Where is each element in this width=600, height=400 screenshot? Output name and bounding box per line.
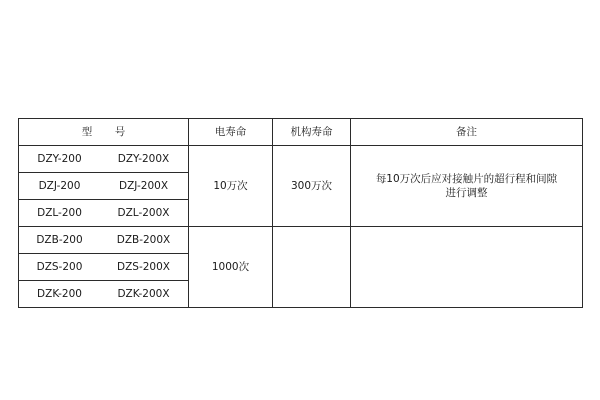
cell-mechanical-life-group-2 [273, 227, 351, 308]
header-cell-remarks [351, 119, 583, 146]
table-header-row [19, 119, 583, 146]
spec-table [18, 118, 583, 308]
cell-model [19, 200, 189, 227]
cell-electrical-life-group-1 [189, 146, 273, 227]
spec-table-container [18, 118, 582, 308]
model-code-variant: DZY-200X [117, 152, 170, 165]
table-row [19, 227, 583, 254]
cell-electrical-life-group-2 [189, 227, 273, 308]
header-label-electrical-life: 电寿命 [214, 125, 247, 138]
header-cell-mechanical-life [273, 119, 351, 146]
model-code-primary: DZB-200 [36, 233, 83, 246]
electrical-life-value: 10万次 [213, 179, 248, 192]
model-code-variant: DZK-200X [117, 287, 170, 300]
header-label-mechanical-life: 机构寿命 [290, 125, 333, 138]
header-label-remarks: 备注 [456, 125, 477, 138]
model-code-variant: DZJ-200X [118, 179, 169, 192]
model-code-primary: DZY-200 [37, 152, 82, 165]
mechanical-life-value: 300万次 [290, 179, 333, 192]
model-code-primary: DZL-200 [37, 206, 82, 219]
model-code-primary: DZJ-200 [38, 179, 81, 192]
cell-mechanical-life-group-1 [273, 146, 351, 227]
model-code-variant: DZB-200X [116, 233, 171, 246]
remarks-line-2: 进行调整 [445, 187, 488, 199]
cell-model [19, 173, 189, 200]
model-code-primary: DZK-200 [37, 287, 82, 300]
model-code-variant: DZL-200X [117, 206, 170, 219]
cell-model [19, 254, 189, 281]
cell-remarks-group-2 [351, 227, 583, 308]
header-cell-model [19, 119, 189, 146]
electrical-life-value: 1000次 [211, 260, 250, 273]
remarks-line-1: 每10万次后应对接触片的超行程和间隙 [375, 172, 558, 185]
table-row [19, 146, 583, 173]
cell-model [19, 146, 189, 173]
cell-model [19, 227, 189, 254]
cell-model [19, 281, 189, 308]
header-cell-electrical-life [189, 119, 273, 146]
model-code-variant: DZS-200X [117, 260, 170, 273]
model-code-primary: DZS-200 [36, 260, 83, 273]
header-label-model: 型 号 [81, 125, 132, 138]
cell-remarks-group-1 [351, 146, 583, 227]
